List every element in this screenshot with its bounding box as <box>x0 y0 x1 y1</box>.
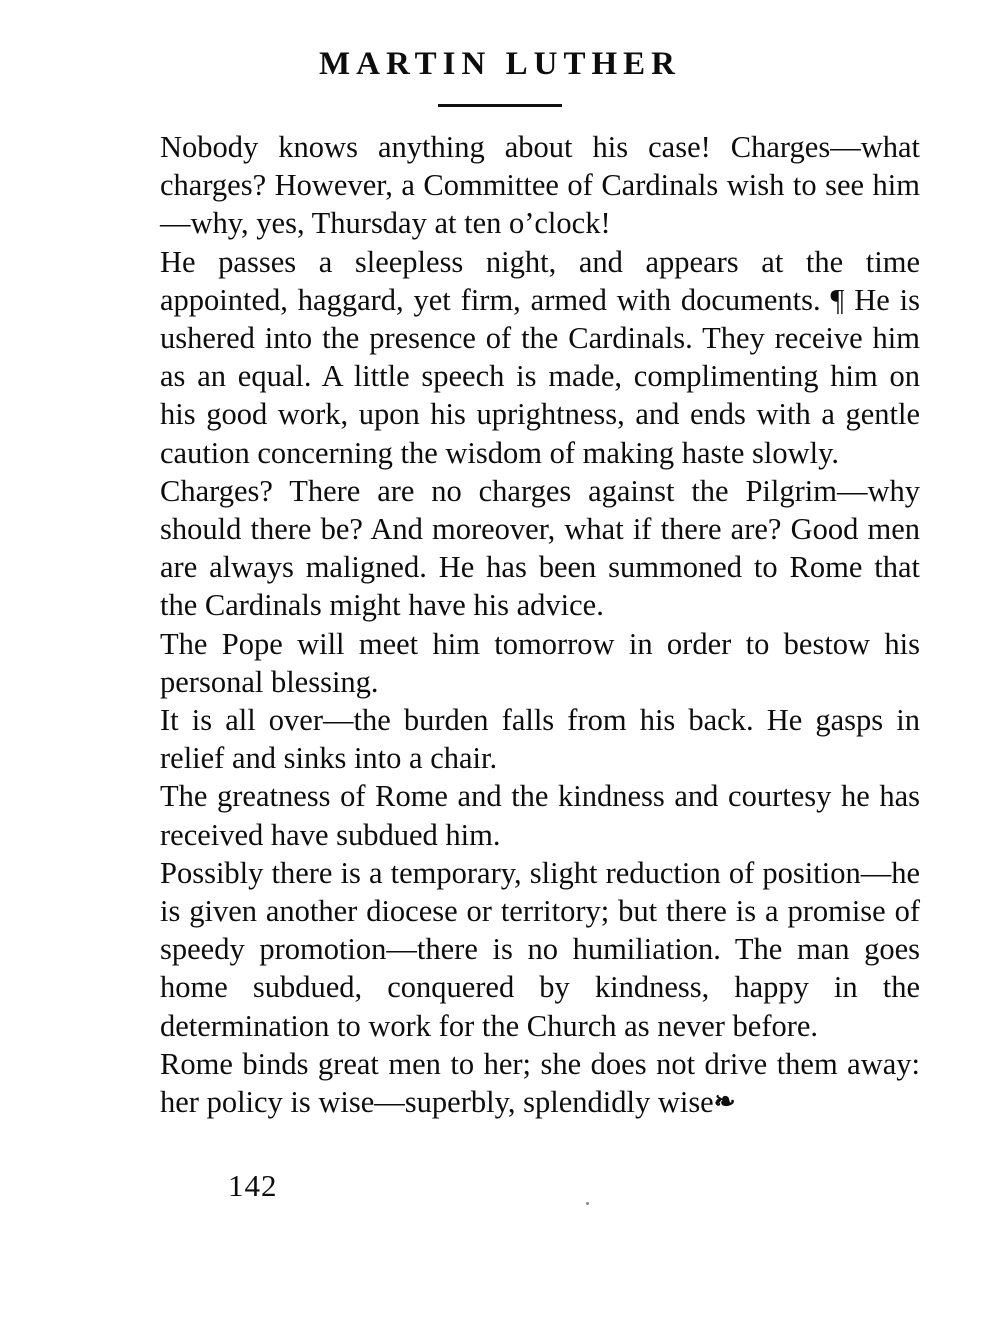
page-number: 142 <box>228 1168 278 1203</box>
paragraph <box>160 701 920 777</box>
paragraph-text: The Pope will meet him tomorrow in order to bestow his personal blessing. <box>160 626 920 699</box>
paragraph-text: Nobody knows anything about his case! Charges—what charges? However, a Committee of Cardinals wish to see him—why, yes, Thursday at ten o’clock! <box>160 130 920 241</box>
paragraph <box>160 854 920 1045</box>
paragraph <box>160 777 920 853</box>
paragraph <box>160 472 920 625</box>
paragraph-text: The greatness of Rome and the kindness and courtesy he has received have subdued him. <box>160 779 920 852</box>
paragraph <box>160 1045 920 1121</box>
paragraph-text: He passes a sleepless night, and appears at the time appointed, haggard, yet firm, armed with documents. ¶ He is ushered into the presence of the Cardinals. They receive him as an equal. A little speech is made, complimenting him on his good work, upon his uprightness, and ends with a gentle caution concerning the wisdom of making haste slowly. <box>160 244 920 470</box>
paragraph <box>160 625 920 701</box>
paragraph <box>160 128 920 243</box>
paragraph-text: It is all over—the burden falls from his back. He gasps in relief and sinks into a chair. <box>160 703 920 776</box>
page-body <box>160 128 920 1121</box>
paragraph-text: Charges? There are no charges against the Pilgrim—why should there be? And moreover, what if there are? Good men are always maligned. He has been summoned to Rome that the Cardinals might have his advice. <box>160 473 920 623</box>
page-title: MARTIN LUTHER <box>319 46 681 82</box>
paragraph-text: Rome binds great men to her; she does not drive them away: her policy is wise—superbly, splendidly wise <box>160 1046 920 1120</box>
paragraph-text: Possibly there is a temporary, slight reduction of position—he is given another diocese or territory; but there is a promise of speedy promotion—there is no humiliation. The man goes home subdued, conquered by kindness, happy in the determination to work for the Church as never before. <box>160 855 920 1043</box>
fleuron-ornament: ❧ <box>713 1087 734 1117</box>
header-divider <box>438 104 562 107</box>
paragraph <box>160 243 920 472</box>
paper-speck <box>586 1202 589 1205</box>
